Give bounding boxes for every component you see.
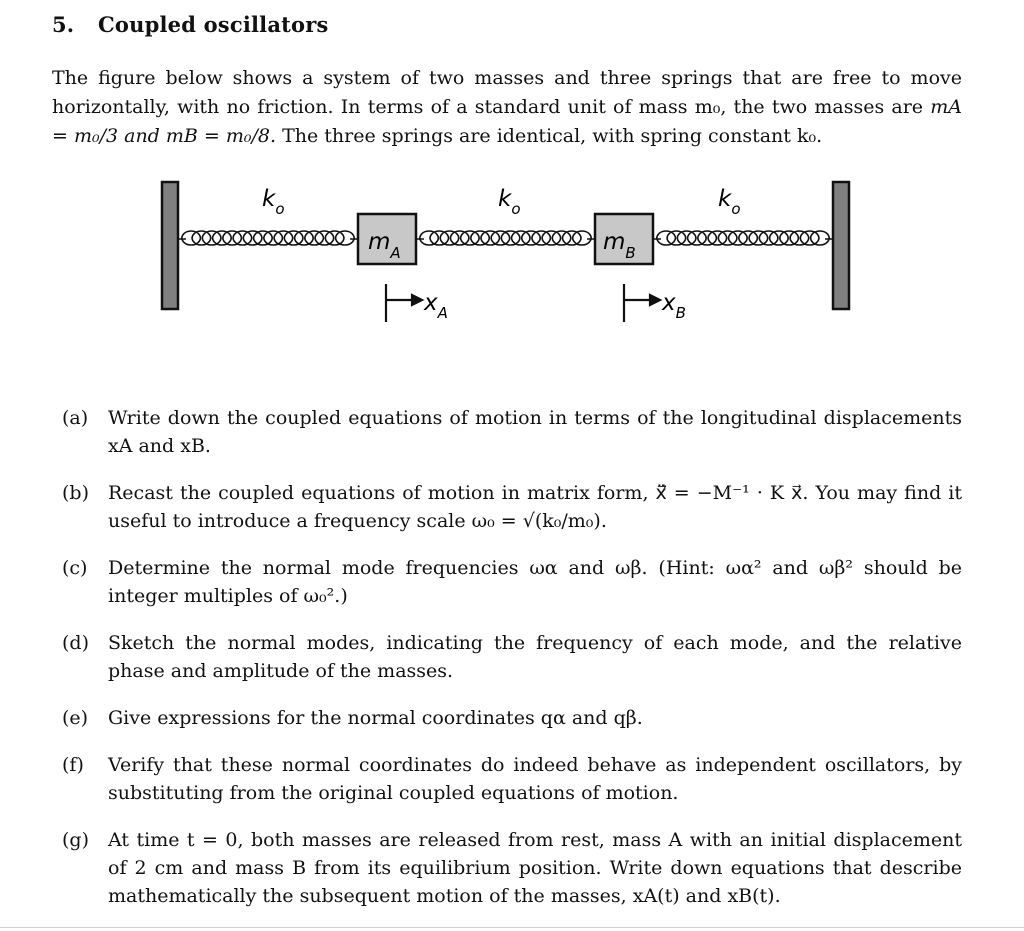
left-wall [162, 182, 178, 309]
part-text: At time t = 0, both masses are released from rest, mass A with an initial displacement of 2 cm and mass B from its equilibrium position. Write down equations that describe mathematically the subsequent motion of the masses, xA(t) and xB(t). [108, 829, 962, 907]
problem-heading [52, 12, 329, 37]
page-bottom-rule [0, 927, 1024, 928]
mass-b-label: $m_B$ [603, 229, 636, 262]
question-parts [62, 404, 962, 929]
displacement-arrow-b [624, 284, 660, 322]
part-label: (d) [62, 632, 89, 654]
part-label: (b) [62, 482, 89, 504]
part-f [62, 751, 962, 807]
part-label: (e) [62, 707, 89, 729]
intro-text-1: The figure below shows a system of two masses and three springs that are free to move horizontally, with no friction. In terms of a standard unit of mass m₀, the two masses are [52, 67, 962, 118]
part-g [62, 826, 962, 910]
spring-mass-figure [150, 172, 862, 322]
part-d [62, 629, 962, 685]
part-text: Sketch the normal modes, indicating the frequency of each mode, and the relative phase and amplitude of the masses. [108, 632, 962, 682]
spring-left [178, 231, 358, 245]
intro-text-2: The three springs are identical, with spring constant k₀. [282, 125, 823, 147]
part-text: Determine the normal mode frequencies ωα and ωβ. (Hint: ωα² and ωβ² should be integer multiples of ω₀².) [108, 557, 962, 607]
spring-left-label: $k_o$ [262, 186, 285, 218]
displacement-arrow-a [386, 284, 422, 322]
part-text: Write down the coupled equations of motion in terms of the longitudinal displacements xA and xB. [108, 407, 962, 457]
intro-paragraph [52, 64, 962, 151]
part-label: (c) [62, 557, 88, 579]
displacement-label-a: $x_A$ [424, 290, 448, 322]
right-wall [833, 182, 849, 309]
part-a [62, 404, 962, 460]
spring-middle-label: $k_o$ [498, 186, 521, 218]
part-label: (a) [62, 407, 89, 429]
part-text: Give expressions for the normal coordinates qα and qβ. [108, 707, 643, 729]
displacement-label-b: $x_B$ [662, 290, 686, 322]
spring-right-label: $k_o$ [718, 186, 741, 218]
spring-middle [416, 231, 595, 245]
spring-right [653, 231, 833, 245]
part-text: Recast the coupled equations of motion in matrix form, ẍ⃗ = −M⁻¹ · K x⃗. You may find it useful to introduce a frequency scale ω₀ = √(k₀/m₀). [108, 482, 962, 532]
part-b [62, 479, 962, 535]
intro-masses: mA = m₀/3 and mB = m₀/8. [52, 96, 962, 147]
problem-title: Coupled oscillators [98, 12, 329, 37]
part-text: Verify that these normal coordinates do indeed behave as independent oscillators, by substituting from the original coupled equations of motion. [108, 754, 962, 804]
problem-number: 5. [52, 12, 75, 37]
part-label: (f) [62, 754, 84, 776]
part-e [62, 704, 962, 732]
part-c [62, 554, 962, 610]
mass-a-label: $m_A$ [368, 229, 401, 262]
part-label: (g) [62, 829, 89, 851]
